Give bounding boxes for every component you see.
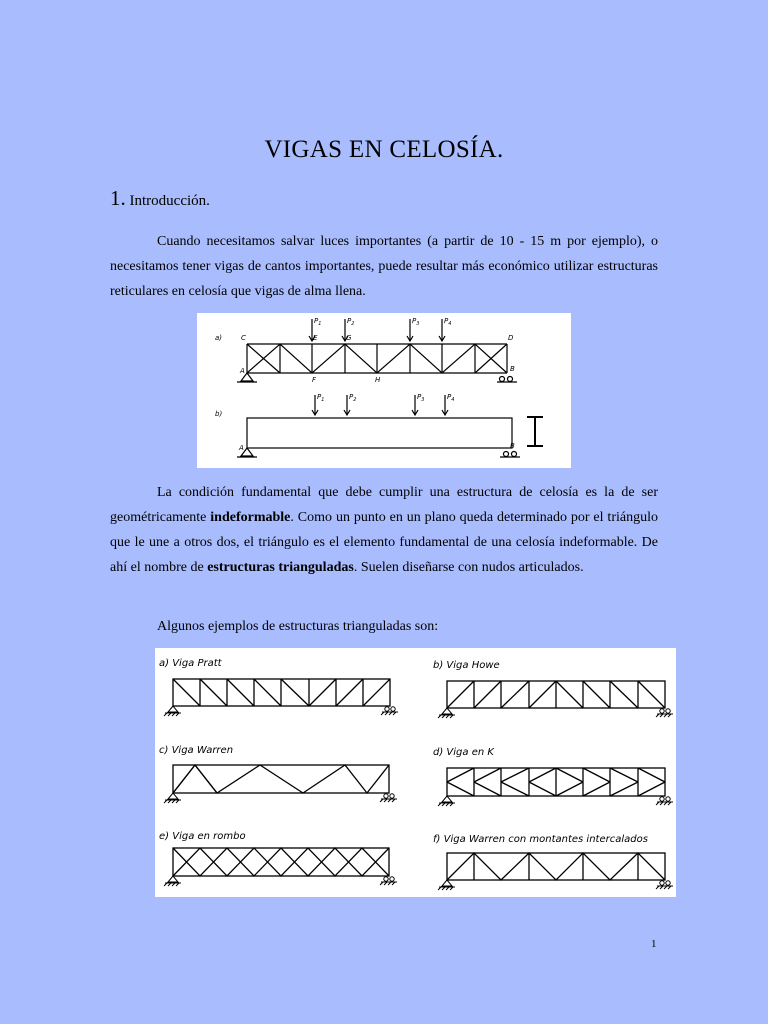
node-f: F [312,376,317,384]
node-b: B [510,365,515,373]
truss-label-rombo: e) Viga en rombo [159,831,246,842]
load-p2: $P_2$ [347,317,355,327]
load-p4-beam: $P_4$ [447,393,455,403]
term-estructuras-trianguladas: estructuras trianguladas [207,560,354,575]
node-c: C [241,334,246,342]
figure-2-drawing [155,648,676,897]
figure-1-drawing [197,313,571,468]
paragraph-condition: La condición fundamental que debe cumplir una estructura de celosía es la de ser geométricamente indeformable. Como un punto en un plano queda determinado por el triángulo que le une a otros dos, el triángulo es el elemento fundamental de una celosía indeformable. De ahí el nombre de estructuras trianguladas. Suelen diseñarse con nudos articulados. [110,485,658,575]
load-p4: $P_4$ [444,317,452,327]
load-p2-beam: $P_2$ [349,393,357,403]
node-b-beam: B [510,442,515,450]
node-g: G [346,334,352,342]
node-d: D [508,334,514,342]
paragraph-intro: Cuando necesitamos salvar luces importantes (a partir de 10 - 15 m por ejemplo), o necesitamos tener vigas de cantos importantes, puede resultar más económico utilizar estructuras reticulares en celosía que vigas de alma llena. [110,234,658,299]
truss-label-howe: b) Viga Howe [433,660,500,671]
figure-truss-vs-solid-beam [197,313,571,468]
truss-label-pratt: a) Viga Pratt [159,658,222,669]
term-indeformable: indeformable [210,510,291,525]
truss-label-k: d) Viga en K [433,747,494,758]
truss-label-warren: c) Viga Warren [159,745,234,756]
truss-label-warren-montantes: f) Viga Warren con montantes intercalados [433,834,648,845]
load-p1: $P_1$ [314,317,322,327]
figure-1-label-b: b) [215,410,223,418]
node-h: H [375,376,381,384]
section-heading [110,186,210,211]
node-a-beam: A [239,444,244,452]
page-title: VIGAS EN CELOSÍA. [264,136,504,163]
load-p3-beam: $P_3$ [417,393,425,403]
load-p3: $P_3$ [412,317,420,327]
load-p1-beam: $P_1$ [317,393,325,403]
figure-1-label-a: a) [215,334,223,342]
figure-truss-types [155,648,676,897]
page-number: 1 [651,938,657,950]
section-number: 1. [110,186,126,210]
node-e: E [313,334,318,342]
section-label: Introducción. [129,193,210,209]
paragraph-examples-intro: Algunos ejemplos de estructuras trianguladas son: [157,619,439,634]
node-a: A [240,367,245,375]
